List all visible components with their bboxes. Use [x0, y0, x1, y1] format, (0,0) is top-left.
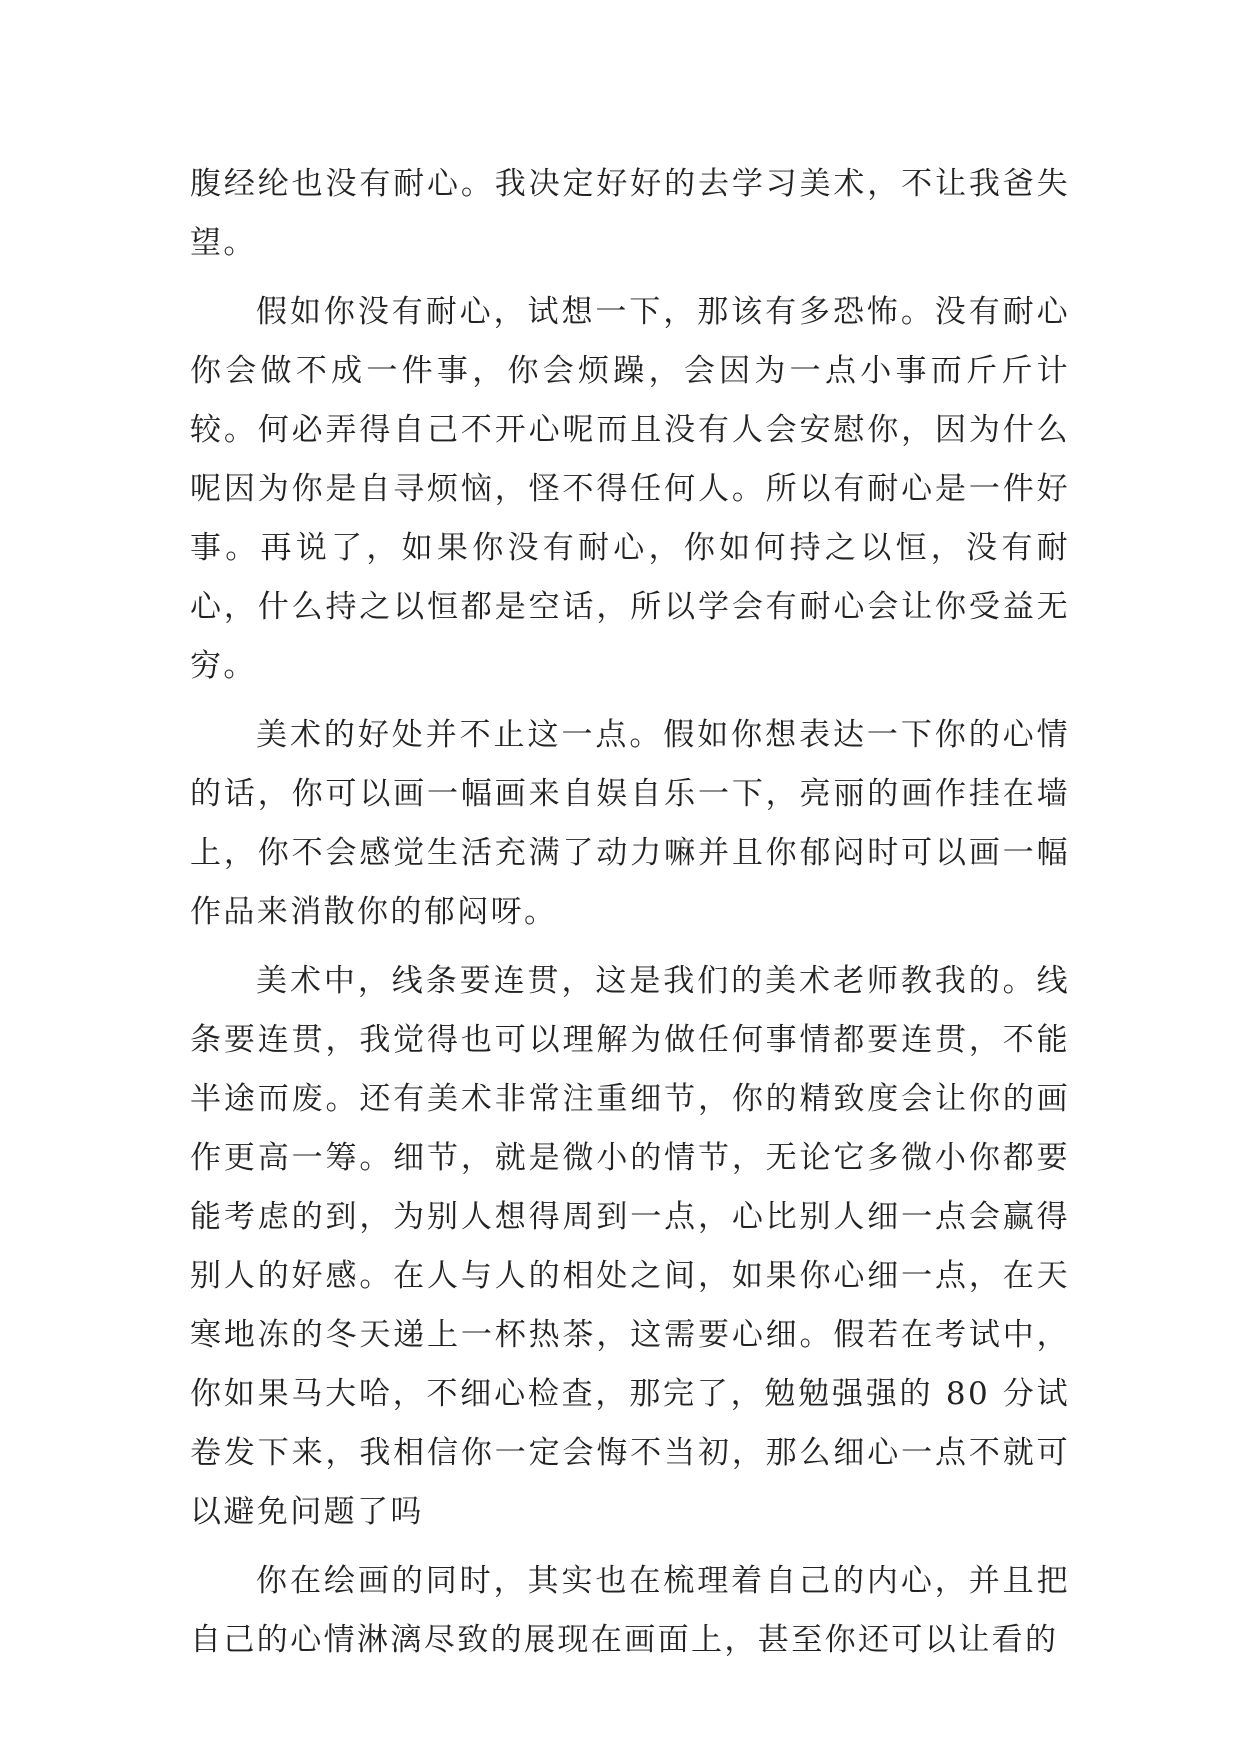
paragraph-continuation: 腹经纶也没有耐心。我决定好好的去学习美术，不让我爸失望。: [190, 166, 1070, 261]
paragraph-lines-details: 美术中，线条要连贯，这是我们的美术老师教我的。线条要连贯，我觉得也可以理解为做任何事情都要连贯，不能半途而废。还有美术非常注重细节，你的精致度会让你的画作更高一筹。细节，就是微小的情节，无论它多微小你都要能考虑的到，为别人想得周到一点，心比别人细一点会赢得别人的好感。在人与人的相处之间，如果你心细一点，在天寒地冻的冬天递上一杯热茶，这需要心细。假若在考试中，你如果马大哈，不细心检查，那完了，勉勉强强的 80 分试卷发下来，我相信你一定会悔不当初，那么细心一点不就可以避免问题了吗: [190, 963, 1070, 1530]
paragraph-art-benefits: 美术的好处并不止这一点。假如你想表达一下你的心情的话，你可以画一幅画来自娱自乐一下，亮丽的画作挂在墙上，你不会感觉生活充满了动力嘛并且你郁闷时可以画一幅作品来消散你的郁闷呀。: [190, 717, 1070, 930]
body-text: [190, 155, 1070, 1680]
paragraph-patience: 假如你没有耐心，试想一下，那该有多恐怖。没有耐心你会做不成一件事，你会烦躁，会因为一点小事而斤斤计较。何必弄得自己不开心呢而且没有人会安慰你，因为什么呢因为你是自寻烦恼，怪不得任何人。所以有耐心是一件好事。再说了，如果你没有耐心，你如何持之以恒，没有耐心，什么持之以恒都是空话，所以学会有耐心会让你受益无穷。: [190, 294, 1070, 684]
paragraph-drawing-heart: 你在绘画的同时，其实也在梳理着自己的内心，并且把自己的心情淋漓尽致的展现在画面上，甚至你还可以让看的: [190, 1563, 1070, 1658]
